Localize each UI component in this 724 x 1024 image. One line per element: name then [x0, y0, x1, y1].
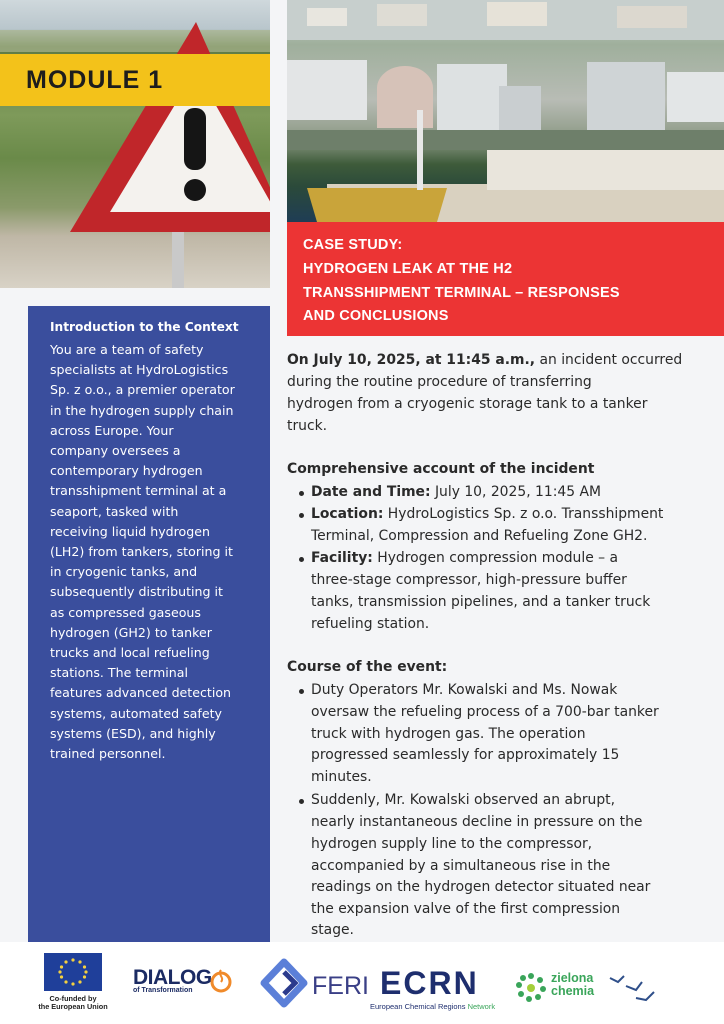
bullet-dot — [299, 689, 304, 694]
course-item-2-line: the expansion valve of the first compression — [311, 901, 621, 917]
intro-line: in cryogenic tanks, and — [50, 564, 198, 580]
lead-text: an incident occurred — [535, 352, 683, 368]
case-study-line-4: AND CONCLUSIONS — [303, 308, 449, 324]
intro-line: Sp. z o.o., a premier operator — [50, 382, 235, 398]
intro-line: seaport, tasked with — [50, 503, 179, 519]
intro-line: systems, automated safety — [50, 705, 222, 721]
intro-line: trained personnel. — [50, 746, 166, 762]
feri-text: FERI — [312, 972, 369, 1000]
dialog-sub: of Transformation — [133, 987, 193, 994]
course-item-2-line: Suddenly, Mr. Kowalski observed an abrupt, — [311, 792, 616, 808]
terminal-illustration — [287, 0, 724, 222]
flame-icon — [209, 968, 233, 994]
intro-line: contemporary hydrogen — [50, 463, 203, 479]
lead-line-3: hydrogen from a cryogenic storage tank to a tanker — [287, 396, 648, 412]
module-label: MODULE 1 — [26, 66, 164, 94]
account-item-date: Date and Time: July 10, 2025, 11:45 AM — [311, 484, 601, 500]
lead-line-2: during the routine procedure of transferring — [287, 374, 592, 390]
zielona-chemia-dots-icon — [514, 970, 548, 1004]
course-item-1-line: progressed seamlessly for approximately 15 — [311, 747, 620, 763]
bullet-dot — [299, 491, 304, 496]
case-study-line-1: CASE STUDY: — [303, 237, 403, 253]
course-heading: Course of the event: — [287, 659, 448, 675]
case-study-line-2: HYDROGEN LEAK AT THE H2 — [303, 261, 513, 277]
account-item-facility-cont: refueling station. — [311, 616, 430, 632]
zielona-chemia-text: zielona chemia — [551, 971, 595, 998]
bullet-dot — [299, 557, 304, 562]
intro-body — [50, 340, 260, 764]
course-item-1-line: truck with hydrogen gas. The operation — [311, 726, 586, 742]
eu-caption: Co-funded by the European Union — [38, 994, 108, 1011]
account-item-location-cont: Terminal, Compression and Refueling Zone GH2. — [311, 528, 648, 544]
course-item-1-line: oversaw the refueling process of a 700-bar tanker — [311, 704, 659, 720]
intro-line: trucks and local refueling — [50, 645, 210, 661]
intro-line: company oversees a — [50, 443, 181, 459]
course-item-2-line: nearly instantaneous decline in pressure on the — [311, 814, 643, 830]
eu-flag-icon — [44, 953, 102, 991]
account-item-facility-cont: three-stage compressor, high-pressure buffer — [311, 572, 627, 588]
account-heading: Comprehensive account of the incident — [287, 461, 595, 477]
intro-line: receiving liquid hydrogen — [50, 523, 210, 539]
intro-line: hydrogen (GH2) to tanker — [50, 624, 212, 640]
account-item-location: Location: HydroLogistics Sp. z o.o. Transshipment — [311, 506, 664, 522]
intro-line: specialists at HydroLogistics — [50, 362, 229, 378]
intro-line: You are a team of safety — [50, 342, 204, 357]
intro-line: features advanced detection — [50, 685, 232, 701]
intro-line: in the hydrogen supply chain — [50, 402, 234, 418]
terminal-photo — [287, 0, 724, 222]
lead-date: On July 10, 2025, at 11:45 a.m., — [287, 352, 536, 368]
warning-sign-icon — [0, 0, 270, 288]
intro-line: across Europe. Your — [50, 422, 174, 438]
dialog-logo: DIALOG — [133, 966, 212, 989]
intro-line: systems (ESD), and highly — [50, 725, 216, 741]
course-item-2-line: accompanied by a simultaneous rise in the — [311, 858, 611, 874]
account-item-facility-cont: tanks, transmission pipelines, and a tanker truck — [311, 594, 651, 610]
course-item-2-line: stage. — [311, 922, 354, 938]
ecrn-subtitle: European Chemical Regions Network — [370, 1002, 496, 1011]
ecrn-text: ECRN — [380, 965, 479, 1001]
intro-line: subsequently distributing it — [50, 584, 223, 600]
birds-logo-icon — [606, 968, 662, 1004]
intro-line: (LH2) from tankers, storing it — [50, 544, 233, 560]
course-item-1-line: minutes. — [311, 769, 372, 785]
course-item-1-line: Duty Operators Mr. Kowalski and Ms. Nowak — [311, 682, 618, 698]
account-item-facility: Facility: Hydrogen compression module – a — [311, 550, 619, 566]
course-item-2-line: readings on the hydrogen detector situated near — [311, 879, 651, 895]
lead-line-1 — [287, 352, 682, 368]
lead-line-4: truck. — [287, 418, 328, 434]
intro-line: as compressed gaseous — [50, 604, 201, 620]
course-item-2-line: hydrogen supply line to the compressor, — [311, 836, 593, 852]
intro-line: transshipment terminal at a — [50, 483, 227, 499]
bullet-dot — [299, 513, 304, 518]
warning-sign-photo — [0, 0, 270, 288]
intro-line: stations. The terminal — [50, 665, 188, 681]
intro-title: Introduction to the Context — [50, 320, 239, 334]
case-study-line-3: TRANSSHIPMENT TERMINAL – RESPONSES — [303, 285, 620, 301]
bullet-dot — [299, 799, 304, 804]
feri-logo-icon — [258, 958, 310, 1008]
